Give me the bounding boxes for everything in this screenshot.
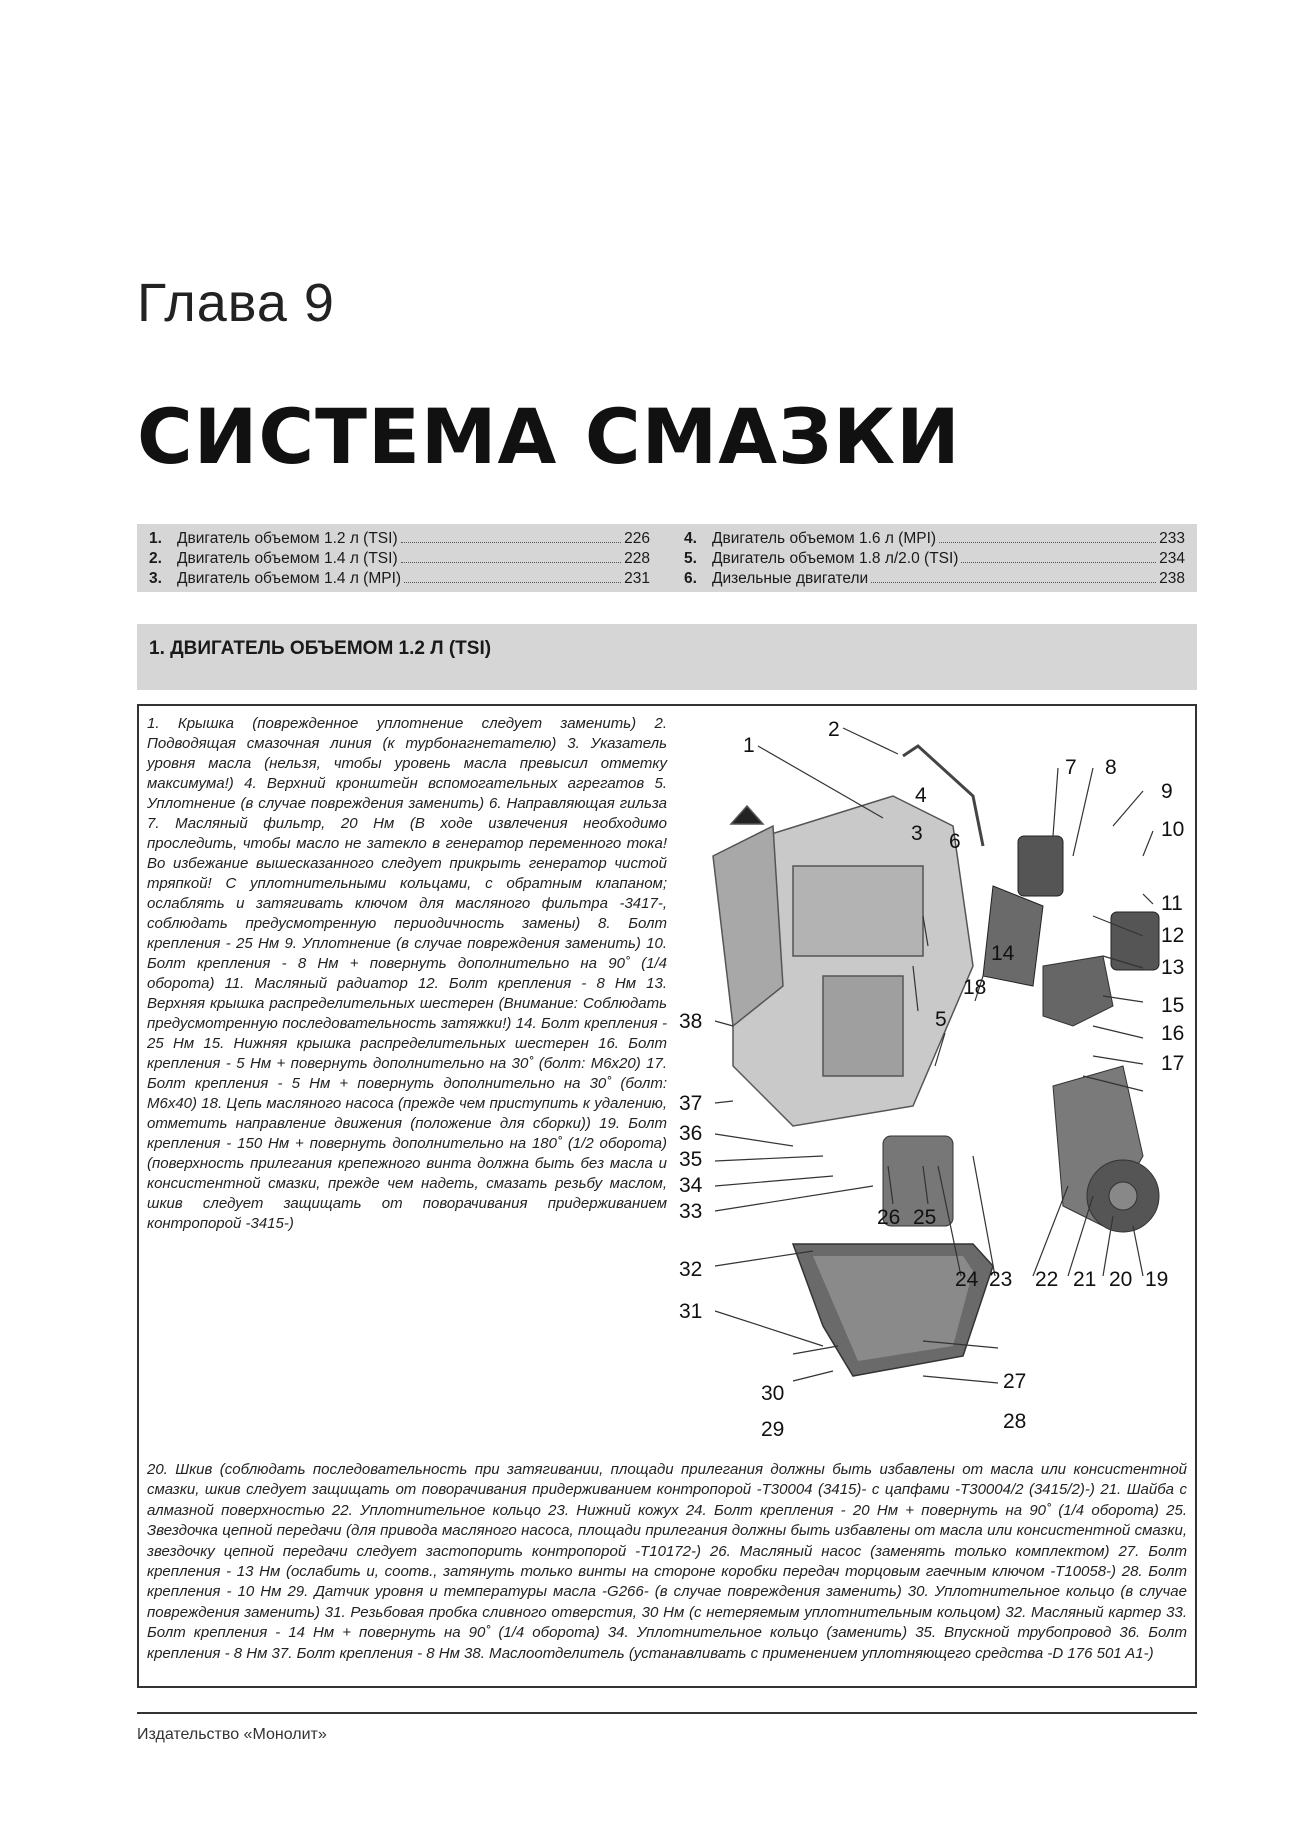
callout-30: 30: [761, 1382, 785, 1405]
callout-9: 9: [1161, 780, 1173, 803]
engine-exploded-diagram: [673, 706, 1195, 1458]
toc-page: 226: [624, 530, 650, 547]
callout-7: 7: [1065, 756, 1077, 779]
toc-page: 231: [624, 570, 650, 587]
publisher-credit: Издательство «Монолит»: [137, 1726, 327, 1743]
toc-number: 3.: [149, 570, 162, 587]
callout-27: 27: [1003, 1370, 1027, 1393]
callout-25: 25: [913, 1206, 937, 1229]
toc-page: 233: [1159, 530, 1185, 547]
callout-18: 18: [963, 976, 987, 999]
toc-column-right: [684, 530, 1185, 586]
callout-35: 35: [679, 1148, 703, 1171]
toc-column-left: [149, 530, 650, 586]
callout-28: 28: [1003, 1410, 1027, 1433]
callout-14: 14: [991, 942, 1015, 965]
table-of-contents: [137, 524, 1197, 592]
callout-26: 26: [877, 1206, 901, 1229]
toc-number: 4.: [684, 530, 697, 547]
toc-leader: [871, 582, 1156, 583]
oil-pan: [793, 1244, 993, 1376]
callout-29: 29: [761, 1418, 785, 1441]
callout-31: 31: [679, 1300, 703, 1323]
callout-6: 6: [949, 830, 961, 853]
toc-leader: [961, 562, 1156, 563]
toc-leader: [404, 582, 621, 583]
callout-20: 20: [1109, 1268, 1133, 1291]
figure-frame: [137, 704, 1197, 1688]
toc-title: Дизельные двигатели: [712, 570, 869, 587]
callout-36: 36: [679, 1122, 703, 1145]
toc-entry[interactable]: [684, 550, 1185, 568]
callout-32: 32: [679, 1258, 703, 1281]
callout-16: 16: [1161, 1022, 1185, 1045]
toc-page: 228: [624, 550, 650, 567]
toc-number: 6.: [684, 570, 697, 587]
callout-17: 17: [1161, 1052, 1185, 1075]
toc-entry[interactable]: [684, 530, 1185, 548]
section-heading-text: 1. ДВИГАТЕЛЬ ОБЪЕМОМ 1.2 Л (TSI): [149, 638, 492, 659]
chapter-title: СИСТЕМА СМАЗКИ: [137, 392, 961, 481]
toc-leader: [939, 542, 1156, 543]
toc-page: 238: [1159, 570, 1185, 587]
toc-number: 5.: [684, 550, 697, 567]
callout-23: 23: [989, 1268, 1013, 1291]
callout-19: 19: [1145, 1268, 1169, 1291]
toc-title: Двигатель объемом 1.8 л/2.0 (TSI): [712, 550, 959, 567]
callout-13: 13: [1161, 956, 1185, 979]
callout-15: 15: [1161, 994, 1185, 1017]
toc-number: 1.: [149, 530, 162, 547]
toc-leader: [401, 542, 622, 543]
legend-text-bottom: 20. Шкив (соблюдать последовательность при затягивании, площади прилегания должны быть избавлены от масла или консистентной смазки, шкив следует защищать от поворачивания придерживанием контропорой -Т30004 (3415)- с цапфами -Т30004/2 (3415/2)-) 21. Шайба с алмазной поверхностью 22. Уплотнительное кольцо 23. Нижний кожух 24. Болт крепления - 20 Нм + повернуть на 90˚ (1/4 оборота) 25. Звездочка цепной передачи (для привода масляного насоса, площади прилегания должны быть избавлены от масла или консистентной смазки, звездочку цепной передачи следует застопорить контропорой -Т10172-) 26. Масляный насос (заменять только комплектом) 27. Болт крепления - 13 Нм (ослабить и, соотв., затянуть только винты на стороне коробки передач торцовым гаечным ключом -Т10058-) 28. Болт крепления - 10 Нм 29. Датчик уровня и температуры масла -G266- (в случае повреждения заменить) 30. Уплотнительное кольцо (в случае повреждения заменить) 31. Резьбовая пробка сливного отверстия, 30 Нм (с нетеряемым уплотнительным кольцом) 32. Масляный картер 33. Болт крепления - 14 Нм + повернуть на 90˚ (1/4 оборота) 34. Уплотнительное кольцо (заменить) 35. Впускной трубопровод 36. Болт крепления - 8 Нм 37. Болт крепления - 8 Нм 38. Маслоотделитель (устанавливать с применением уплотняющего средства -D 176 501 A1-): [147, 1461, 1187, 1662]
callout-33: 33: [679, 1200, 703, 1223]
callout-10: 10: [1161, 818, 1185, 841]
callout-21: 21: [1073, 1268, 1097, 1291]
callout-34: 34: [679, 1174, 703, 1197]
section-heading: [137, 624, 1197, 690]
toc-title: Двигатель объемом 1.4 л (TSI): [177, 550, 398, 567]
toc-number: 2.: [149, 550, 162, 567]
callout-3: 3: [911, 822, 923, 845]
callout-37: 37: [679, 1092, 703, 1115]
toc-entry[interactable]: [149, 570, 650, 588]
chapter-label: Глава 9: [137, 273, 335, 333]
toc-title: Двигатель объемом 1.2 л (TSI): [177, 530, 398, 547]
toc-title: Двигатель объемом 1.6 л (MPI): [712, 530, 937, 547]
callout-22: 22: [1035, 1268, 1059, 1291]
footer-divider: [137, 1712, 1197, 1714]
callout-12: 12: [1161, 924, 1185, 947]
callout-4: 4: [915, 784, 927, 807]
toc-entry[interactable]: [684, 570, 1185, 588]
callout-5: 5: [935, 1008, 947, 1031]
engine-block: [713, 796, 973, 1126]
callout-38: 38: [679, 1010, 703, 1033]
timing-covers: [1043, 956, 1159, 1232]
toc-entry[interactable]: [149, 550, 650, 568]
callout-8: 8: [1105, 756, 1117, 779]
callout-11: 11: [1161, 892, 1183, 915]
toc-title: Двигатель объемом 1.4 л (MPI): [177, 570, 402, 587]
callout-24: 24: [955, 1268, 979, 1291]
legend-text-top: 1. Крышка (поврежденное уплотнение следует заменить) 2. Подводящая смазочная линия (к турбонагнетателю) 3. Указатель уровня масла (нельзя, чтобы уровень масла превысил отметку максимума!) 4. Верхний кронштейн вспомогательных агрегатов 5. Уплотнение (в случае повреждения заменить) 6. Направляющая гильза 7. Масляный фильтр, 20 Нм (В ходе извлечения необходимо проследить, чтобы масло не затекло в генератор переменного тока! Во избежание вышесказанного следует прикрыть генератор чистой тряпкой! С уплотнительными кольцами, с обратным клапаном; ослаблять и затягивать ключом для масляного фильтра -3417-, соблюдать предусмотренную периодичность замены) 8. Болт крепления - 25 Нм 9. Уплотнение (в случае повреждения заменить) 10. Болт крепления - 8 Нм + повернуть дополнительно на 90˚ (1/4 оборота) 11. Масляный радиатор 12. Болт крепления - 8 Нм 13. Верхняя крышка распределительных шестерен (Внимание: Соблюдать предусмотренную последовательность затяжки!) 14. Болт крепления - 25 Нм 15. Нижняя крышка распределительных шестерен 16. Болт крепления - 5 Нм + повернуть дополнительно на 30˚ (болт: М6х20) 17. Болт крепления - 5 Нм + повернуть дополнительно на 30˚ (болт: М6х40) 18. Цепь масляного насоса (прежде чем приступить к удалению, отметить направление движения (положение для сборки)) 19. Болт крепления - 150 Нм + повернуть дополнительно на 180˚ (1/2 оборота) (поверхность прилегания крепежного винта должна быть без масла и консистентной смазки, прежде чем надеть, смазать резьбу маслом, шкив следует защищать от поворачивания придерживанием контропорой -3415-): [147, 715, 667, 1232]
toc-page: 234: [1159, 550, 1185, 567]
callout-1: 1: [743, 734, 755, 757]
toc-entry[interactable]: [149, 530, 650, 548]
toc-leader: [401, 562, 622, 563]
callout-2: 2: [828, 718, 840, 741]
